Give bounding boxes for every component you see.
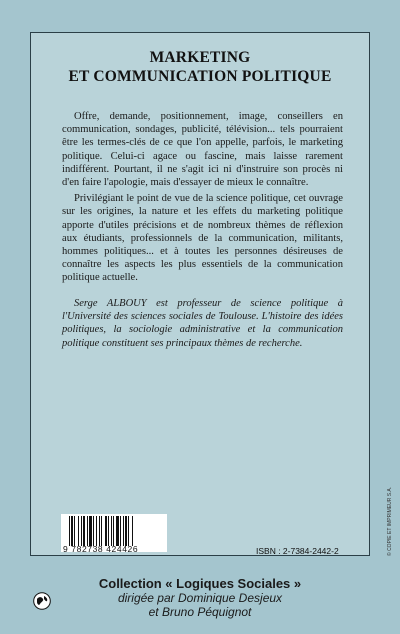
barcode-bar: [93, 516, 94, 546]
barcode-bar: [108, 516, 109, 546]
book-title: [0, 48, 400, 86]
barcode-bar: [113, 516, 114, 546]
isbn: ISBN : 2-7384-2442-2: [256, 546, 339, 556]
paragraph-1: Offre, demande, positionnement, image, conseillers en communication, sondages, publicité, télévision... tels pourraient être les termes-clés de ce que l'on appelle, parfois, le marketing politique. Celui-ci agace ou fascine, mais laisse rarement indifférent. Pourtant, il ne s'agit ici ni d'instruire son procès ni d'en faire l'apologie, mais d'essayer de mieux le connaître.: [62, 111, 343, 189]
collection-name: Collection « Logiques Sociales »: [98, 576, 302, 591]
paragraph-2: Privilégiant le point de vue de la science politique, cet ouvrage sur les origines, la nature et les effets du marketing politique apporte d'utiles précisions et de nombreux thèmes de réflexion aux étudiants, professionnels de la communication, militants, hommes politiques... et à toutes les personnes désireuses de connaître les aspects les plus essentiels de la communication politique actuelle.: [62, 193, 343, 284]
barcode-bar: [81, 516, 82, 546]
barcode-bar: [71, 516, 73, 546]
collection-info: [0, 576, 400, 619]
barcode-bar: [83, 516, 85, 546]
barcode-bars: [69, 516, 161, 546]
collection-director-1: dirigée par Dominique Desjeux: [117, 591, 283, 605]
description: [62, 110, 343, 288]
printer-credit: © COPIE ET IMPRIMEUR S.A.: [387, 486, 393, 556]
barcode-bar: [125, 516, 127, 546]
barcode-bar: [116, 516, 119, 546]
barcode-bar: [132, 516, 133, 546]
barcode-bar: [101, 516, 102, 546]
barcode-bar: [69, 516, 70, 546]
barcode-bar: [74, 516, 75, 546]
barcode-bar: [96, 516, 97, 546]
title-line-1: MARKETING: [149, 49, 251, 66]
barcode-digits: 9 782738 424426: [63, 544, 139, 554]
barcode-bar: [99, 516, 100, 546]
barcode-bar: [120, 516, 121, 546]
barcode-bar: [78, 516, 79, 546]
barcode-bar: [105, 516, 107, 546]
barcode-bar: [123, 516, 124, 546]
barcode-bar: [128, 516, 129, 546]
barcode-bar: [111, 516, 112, 546]
title-line-2: ET COMMUNICATION POLITIQUE: [68, 68, 332, 85]
barcode-bar: [87, 516, 88, 546]
barcode-bar: [89, 516, 92, 546]
author-bio: Serge ALBOUY est professeur de science politique à l'Université des sciences sociales de Toulouse. L'histoire des idées politiques, la sociologie administrative et la communication politique constituent ses principaux thèmes de recherche.: [62, 298, 343, 349]
collection-director-2: et Bruno Péquignot: [148, 605, 252, 619]
